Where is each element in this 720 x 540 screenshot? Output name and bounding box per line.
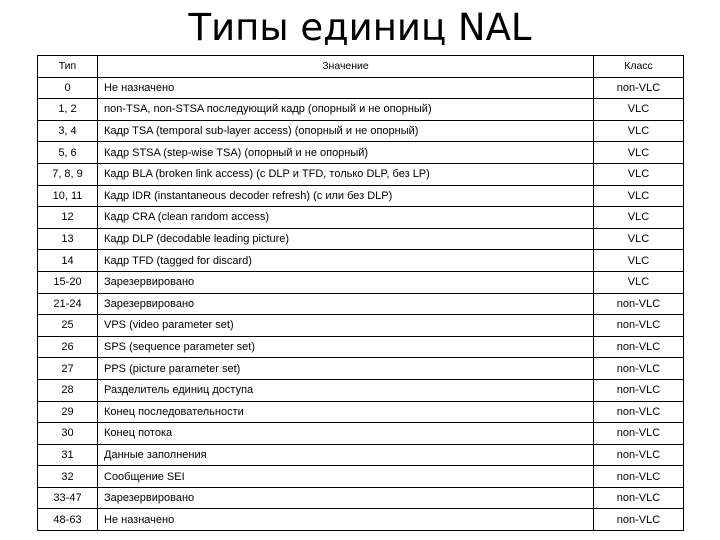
table-row — [38, 293, 684, 315]
cell-type: 12 — [38, 207, 98, 229]
cell-type: 21-24 — [38, 293, 98, 315]
cell-class: VLC — [594, 185, 684, 207]
table-row — [38, 487, 684, 509]
cell-meaning: Кадр STSA (step-wise TSA) (опорный и не опорный) — [98, 142, 594, 164]
cell-meaning: PPS (picture parameter set) — [98, 358, 594, 380]
cell-type: 10, 11 — [38, 185, 98, 207]
cell-type: 7, 8, 9 — [38, 163, 98, 185]
table-row — [38, 509, 684, 531]
slide-title: Типы единиц NAL — [188, 6, 532, 49]
cell-meaning: Данные заполнения — [98, 444, 594, 466]
cell-type: 5, 6 — [38, 142, 98, 164]
cell-class: non-VLC — [594, 444, 684, 466]
cell-type: 27 — [38, 358, 98, 380]
cell-class: VLC — [594, 120, 684, 142]
cell-meaning: VPS (video parameter set) — [98, 315, 594, 337]
nal-unit-types-table — [37, 55, 684, 531]
table-row — [38, 466, 684, 488]
cell-type: 32 — [38, 466, 98, 488]
table-row — [38, 315, 684, 337]
cell-type: 30 — [38, 423, 98, 445]
cell-meaning: non-TSA, non-STSA последующий кадр (опорный и не опорный) — [98, 99, 594, 121]
cell-type: 25 — [38, 315, 98, 337]
cell-class: non-VLC — [594, 315, 684, 337]
table-row — [38, 358, 684, 380]
table-row — [38, 120, 684, 142]
cell-meaning: Кадр CRA (clean random access) — [98, 207, 594, 229]
cell-meaning: Кадр TFD (tagged for discard) — [98, 250, 594, 272]
cell-meaning: SPS (sequence parameter set) — [98, 336, 594, 358]
cell-type: 3, 4 — [38, 120, 98, 142]
cell-class: non-VLC — [594, 379, 684, 401]
cell-class: non-VLC — [594, 487, 684, 509]
header-class: Класс — [594, 56, 684, 78]
cell-meaning: Не назначено — [98, 509, 594, 531]
cell-type: 14 — [38, 250, 98, 272]
cell-meaning: Разделитель единиц доступа — [98, 379, 594, 401]
cell-meaning: Конец потока — [98, 423, 594, 445]
table-row — [38, 185, 684, 207]
cell-type: 29 — [38, 401, 98, 423]
table-row — [38, 401, 684, 423]
cell-meaning: Кадр DLP (decodable leading picture) — [98, 228, 594, 250]
cell-type: 0 — [38, 77, 98, 99]
cell-class: non-VLC — [594, 358, 684, 380]
cell-meaning: Кадр IDR (instantaneous decoder refresh) (с или без DLP) — [98, 185, 594, 207]
cell-class: VLC — [594, 250, 684, 272]
cell-meaning: Зарезервировано — [98, 293, 594, 315]
cell-class: non-VLC — [594, 401, 684, 423]
table-body — [38, 77, 684, 530]
cell-type: 1, 2 — [38, 99, 98, 121]
table-row — [38, 228, 684, 250]
table-row — [38, 142, 684, 164]
cell-meaning: Зарезервировано — [98, 487, 594, 509]
cell-type: 31 — [38, 444, 98, 466]
table-row — [38, 163, 684, 185]
cell-type: 33-47 — [38, 487, 98, 509]
cell-class: VLC — [594, 163, 684, 185]
header-type: Тип — [38, 56, 98, 78]
cell-class: non-VLC — [594, 509, 684, 531]
table-row — [38, 336, 684, 358]
cell-class: VLC — [594, 99, 684, 121]
header-meaning: Значение — [98, 56, 594, 78]
table-header-row — [38, 56, 684, 78]
cell-meaning: Зарезервировано — [98, 271, 594, 293]
cell-class: VLC — [594, 228, 684, 250]
cell-class: non-VLC — [594, 77, 684, 99]
cell-class: non-VLC — [594, 466, 684, 488]
table-row — [38, 444, 684, 466]
cell-type: 13 — [38, 228, 98, 250]
table-row — [38, 379, 684, 401]
cell-meaning: Конец последовательности — [98, 401, 594, 423]
cell-type: 28 — [38, 379, 98, 401]
cell-meaning: Сообщение SEI — [98, 466, 594, 488]
cell-class: VLC — [594, 271, 684, 293]
cell-class: VLC — [594, 207, 684, 229]
cell-meaning: Кадр BLA (broken link access) (с DLP и TFD, только DLP, без LP) — [98, 163, 594, 185]
table-row — [38, 207, 684, 229]
cell-type: 15-20 — [38, 271, 98, 293]
cell-class: non-VLC — [594, 336, 684, 358]
cell-meaning: Кадр TSA (temporal sub-layer access) (опорный и не опорный) — [98, 120, 594, 142]
table-row — [38, 99, 684, 121]
table-row — [38, 271, 684, 293]
table-row — [38, 250, 684, 272]
table-row — [38, 423, 684, 445]
cell-meaning: Не назначено — [98, 77, 594, 99]
cell-type: 48-63 — [38, 509, 98, 531]
cell-class: non-VLC — [594, 293, 684, 315]
table-row — [38, 77, 684, 99]
cell-class: non-VLC — [594, 423, 684, 445]
cell-class: VLC — [594, 142, 684, 164]
cell-type: 26 — [38, 336, 98, 358]
